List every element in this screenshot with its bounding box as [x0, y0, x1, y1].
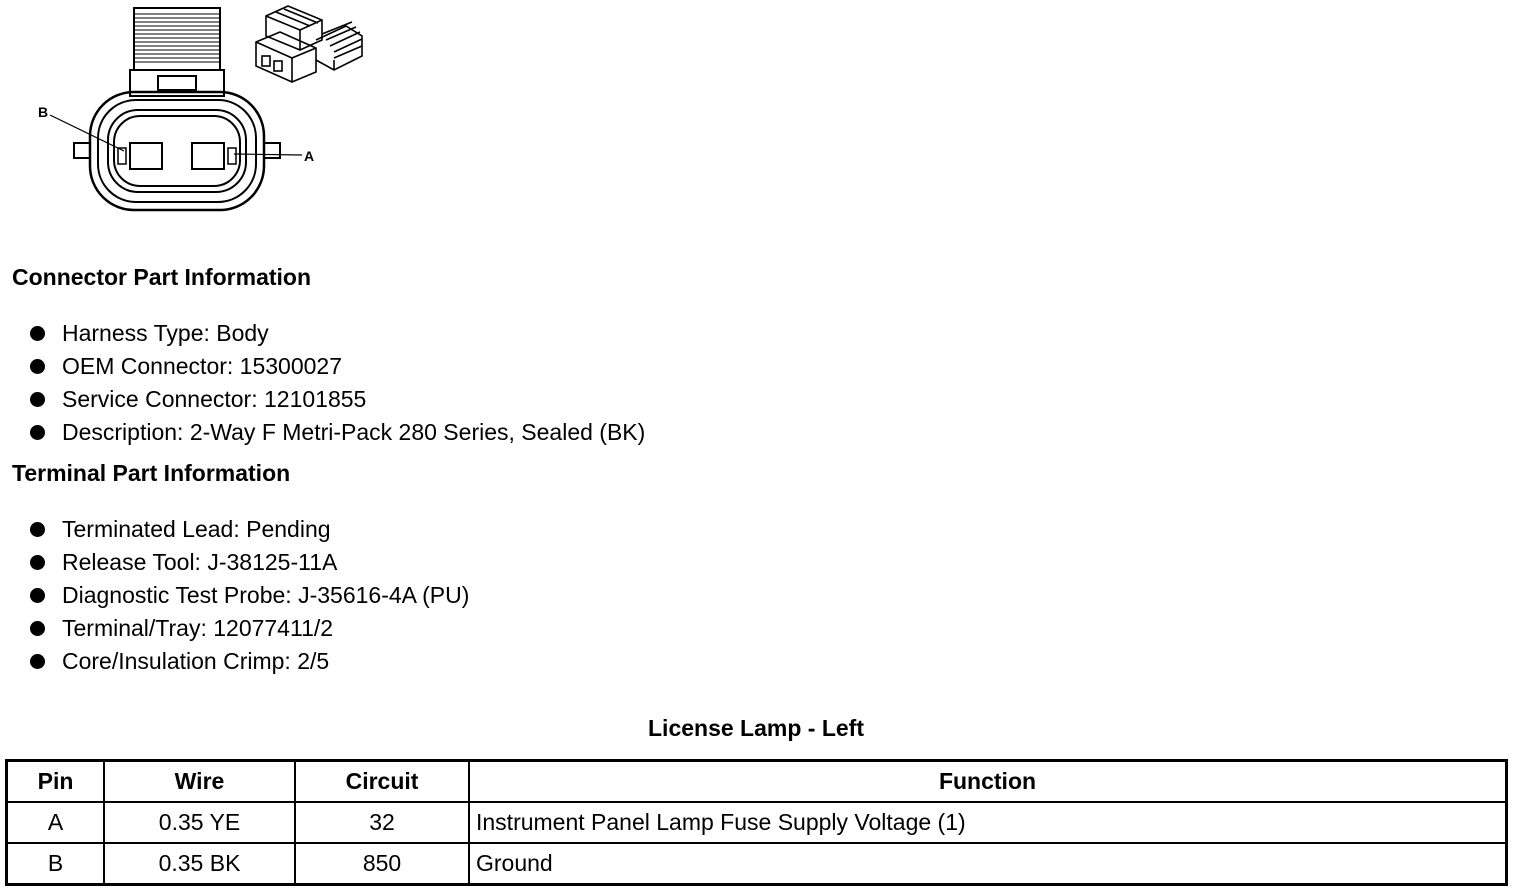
list-item	[30, 383, 645, 416]
pin-table	[5, 759, 1508, 886]
terminal-tray: Terminal/Tray: 12077411/2	[62, 615, 334, 641]
cell-circuit: 32	[295, 802, 469, 843]
terminated-lead: Terminated Lead: Pending	[62, 516, 331, 542]
service-connector: Service Connector: 12101855	[62, 386, 367, 412]
oem-connector: OEM Connector: 15300027	[62, 353, 343, 379]
table-row	[7, 843, 1507, 885]
description: Description: 2-Way F Metri-Pack 280 Series, Sealed (BK)	[62, 419, 646, 445]
cell-wire: 0.35 BK	[104, 843, 295, 885]
cell-pin: B	[7, 843, 105, 885]
list-item	[30, 416, 645, 449]
header-wire: Wire	[104, 761, 295, 803]
bullet-icon	[30, 359, 45, 374]
table-header-row	[7, 761, 1507, 803]
terminal-heading: Terminal Part Information	[12, 460, 291, 486]
list-item	[30, 350, 645, 383]
list-item	[30, 317, 645, 350]
table-row	[7, 802, 1507, 843]
header-circuit: Circuit	[295, 761, 469, 803]
cell-circuit: 850	[295, 843, 469, 885]
list-item	[30, 513, 469, 546]
bullet-icon	[30, 392, 45, 407]
cell-function: Instrument Panel Lamp Fuse Supply Voltage (1)	[469, 802, 1507, 843]
terminal-list	[30, 513, 469, 678]
bullet-icon	[30, 326, 45, 341]
list-item	[30, 645, 469, 678]
cell-function: Ground	[469, 843, 1507, 885]
list-item	[30, 579, 469, 612]
connector-diagram	[30, 0, 370, 220]
header-pin: Pin	[7, 761, 105, 803]
bullet-icon	[30, 425, 45, 440]
bullet-icon	[30, 555, 45, 570]
bullet-icon	[30, 621, 45, 636]
pin-label-a: A	[304, 148, 315, 164]
bullet-icon	[30, 522, 45, 537]
bullet-icon	[30, 654, 45, 669]
pin-label-b: B	[38, 104, 49, 120]
list-item	[30, 546, 469, 579]
test-probe: Diagnostic Test Probe: J-35616-4A (PU)	[62, 582, 470, 608]
cell-wire: 0.35 YE	[104, 802, 295, 843]
cell-pin: A	[7, 802, 105, 843]
bullet-icon	[30, 588, 45, 603]
connector-heading: Connector Part Information	[12, 264, 312, 290]
release-tool: Release Tool: J-38125-11A	[62, 549, 338, 575]
crimp: Core/Insulation Crimp: 2/5	[62, 648, 330, 674]
list-item	[30, 612, 469, 645]
harness-type: Harness Type: Body	[62, 320, 269, 346]
connector-list	[30, 317, 645, 449]
table-title: License Lamp - Left	[648, 715, 864, 741]
header-function: Function	[469, 761, 1507, 803]
